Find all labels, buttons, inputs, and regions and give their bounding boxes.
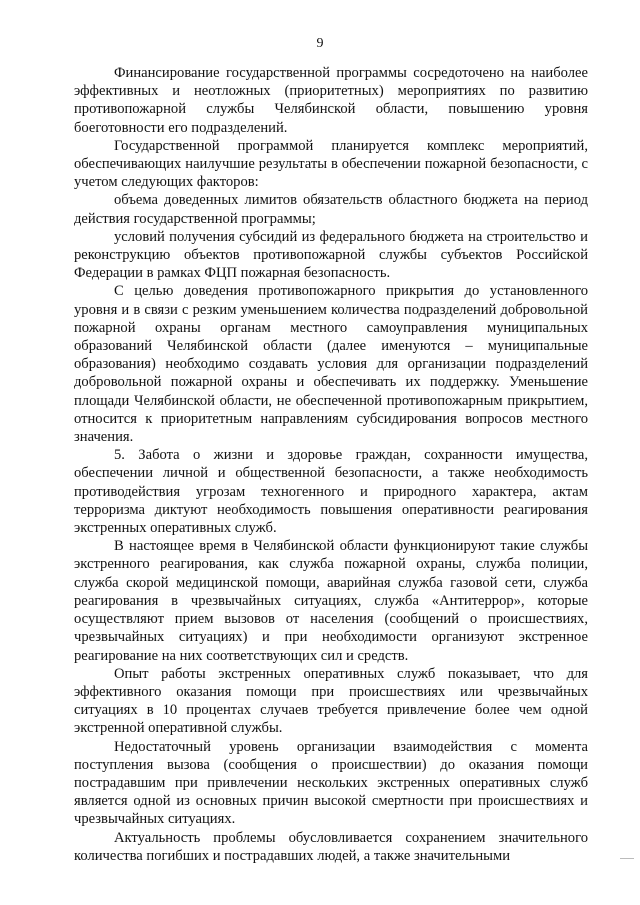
paragraph-interaction-level: Недостаточный уровень организации взаимодействия с момента поступления вызова (сообщения о происшествии) до оказания помощи пострадавшим при привлечении нескольких экстренных оперативных служб является одной из основных причин высокой смертности при происшествиях и чрезвычайных ситуациях. xyxy=(74,738,588,828)
paragraph-subsidies: условий получения субсидий из федерального бюджета на строительство и реконструкцию объектов противопожарной службы субъектов Российской Федерации в рамках ФЦП пожарная безопасность. xyxy=(74,228,588,282)
page-number: 9 xyxy=(316,36,324,51)
paragraph-public-safety: 5. Забота о жизни и здоровье граждан, сохранности имущества, обеспечении личной и общественной безопасности, а также необходимость противодействия угрозам техногенного и природного характера, актам терроризма диктуют необходимость повышения оперативности реагирования экстренных оперативных служб. xyxy=(74,447,588,537)
paragraph-problem-relevance: Актуальность проблемы обусловливается сохранением значительного количества погибших и пострадавших людей, а также значительными xyxy=(74,829,588,864)
paragraph-fire-coverage: С целью доведения противопожарного прикрытия до установленного уровня и в связи с резким уменьшением количества подразделений добровольной пожарной охраны органам местного самоуправления муниципальных образований Челябинской области (далее именуются – муниципальные образования) необходимо создавать условия для организации подразделений добровольной пожарной охраны и обеспечивать их поддержку. Уменьшение площади Челябинской области, не обеспеченной противопожарным прикрытием, относится к приоритетным направлениям субсидирования вопросов местного значения. xyxy=(74,283,588,446)
body-text xyxy=(74,64,588,865)
paragraph-funding: Финансирование государственной программы сосредоточено на наиболее эффективных и неотложных (приоритетных) мероприятиях по развитию противопожарной службы Челябинской области, повышению уровня боеготовности его подразделений. xyxy=(74,65,588,136)
scan-edge-mark xyxy=(620,858,634,859)
paragraph-program-measures: Государственной программой планируется комплекс мероприятий, обеспечивающих наилучшие результаты в обеспечении пожарной безопасности, с учетом следующих факторов: xyxy=(74,137,588,191)
paragraph-services-experience: Опыт работы экстренных оперативных служб показывает, что для эффективного оказания помощи при происшествиях или чрезвычайных ситуациях в 10 процентах случаев требуется привлечение более чем одной экстренной оперативной службы. xyxy=(74,665,588,737)
paragraph-emergency-services: В настоящее время в Челябинской области функционируют такие службы экстренного реагирования, как служба пожарной охраны, служба полиции, служба скорой медицинской помощи, аварийная служба газовой сети, служба реагирования в чрезвычайных ситуациях, служба «Антитеррор», которые осуществляют прием вызовов от населения (сообщений о происшествиях, чрезвычайных ситуациях) и при необходимости организуют экстренное реагирование на них соответствующих сил и средств. xyxy=(74,538,588,664)
paragraph-budget-limits: объема доведенных лимитов обязательств областного бюджета на период действия государственной программы; xyxy=(74,192,588,227)
